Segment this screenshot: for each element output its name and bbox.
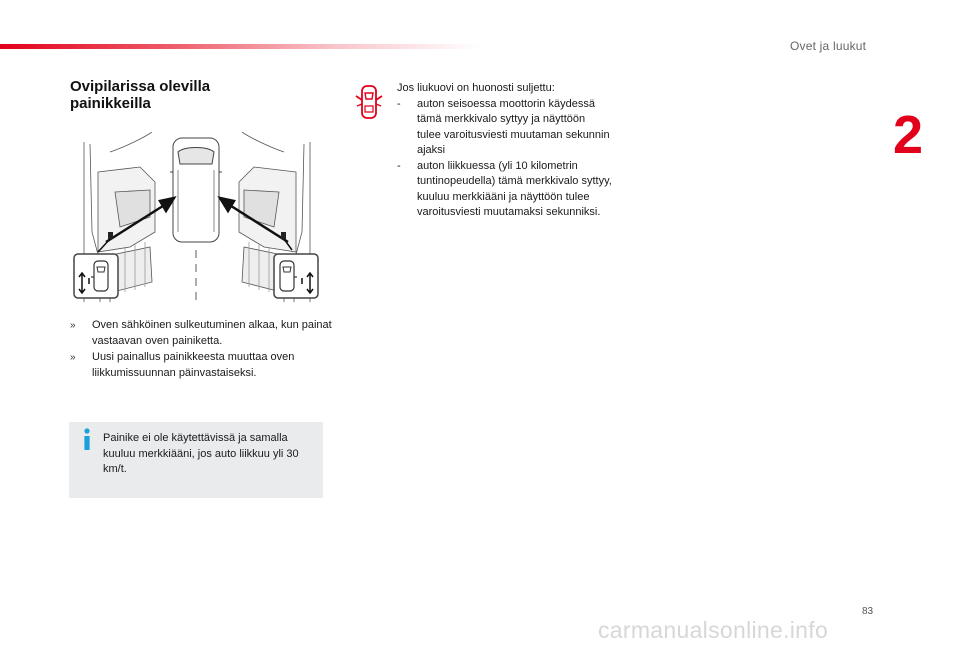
chapter-header-title: Ovet ja luukut	[790, 39, 867, 53]
section-title-line1: Ovipilarissa olevilla	[70, 78, 211, 95]
warning-item-text: auton liikkuessa (yli 10 kilometrin tuntinopeudella) tämä merkkivalo syttyy, kuuluu merkkiääni ja näyttöön tulee varoitusviesti muutamaksi sekunniksi.	[417, 159, 612, 218]
header-accent-bar	[0, 44, 480, 49]
info-box	[69, 422, 323, 498]
dash-marker: -	[397, 97, 401, 110]
watermark-text: carmanualsonline.info	[598, 617, 829, 643]
section-title-line2: painikkeilla	[70, 95, 151, 112]
list-item	[397, 97, 612, 159]
bullet-text: Oven sähköinen sulkeutuminen alkaa, kun painat vastaavan oven painiketta.	[92, 319, 332, 347]
page-number: 83	[862, 606, 874, 617]
section-title	[70, 78, 210, 112]
warning-item-text: auton seisoessa moottorin käydessä tämä merkkivalo syttyy ja näyttöön tulee varoitusviesti muutaman sekunnin ajaksi	[417, 97, 610, 156]
dash-marker: -	[397, 159, 401, 172]
bullet-marker: »	[70, 320, 76, 331]
van-top-view	[170, 138, 222, 242]
right-door-button-icon	[274, 254, 318, 298]
door-open-warning-icon	[354, 82, 384, 122]
instruction-list	[70, 318, 332, 382]
right-pillar-button	[281, 232, 286, 239]
left-pillar-button	[108, 232, 113, 239]
warning-description	[397, 81, 612, 221]
left-door-button-icon	[74, 254, 118, 298]
info-icon	[82, 428, 92, 450]
chapter-number: 2	[893, 105, 924, 165]
bullet-marker: »	[70, 352, 76, 363]
van-door-buttons-illustration	[70, 132, 324, 304]
list-item	[70, 350, 332, 381]
list-item	[397, 159, 612, 221]
warning-intro: Jos liukuovi on huonosti suljettu:	[397, 82, 555, 94]
info-text: Painike ei ole käytettävissä ja samalla kuuluu merkkiääni, jos auto liikkuu yli 30 km/t.	[103, 432, 299, 475]
bullet-text: Uusi painallus painikkeesta muuttaa oven liikkumissuunnan päinvastaiseksi.	[92, 351, 295, 379]
list-item	[70, 318, 332, 349]
